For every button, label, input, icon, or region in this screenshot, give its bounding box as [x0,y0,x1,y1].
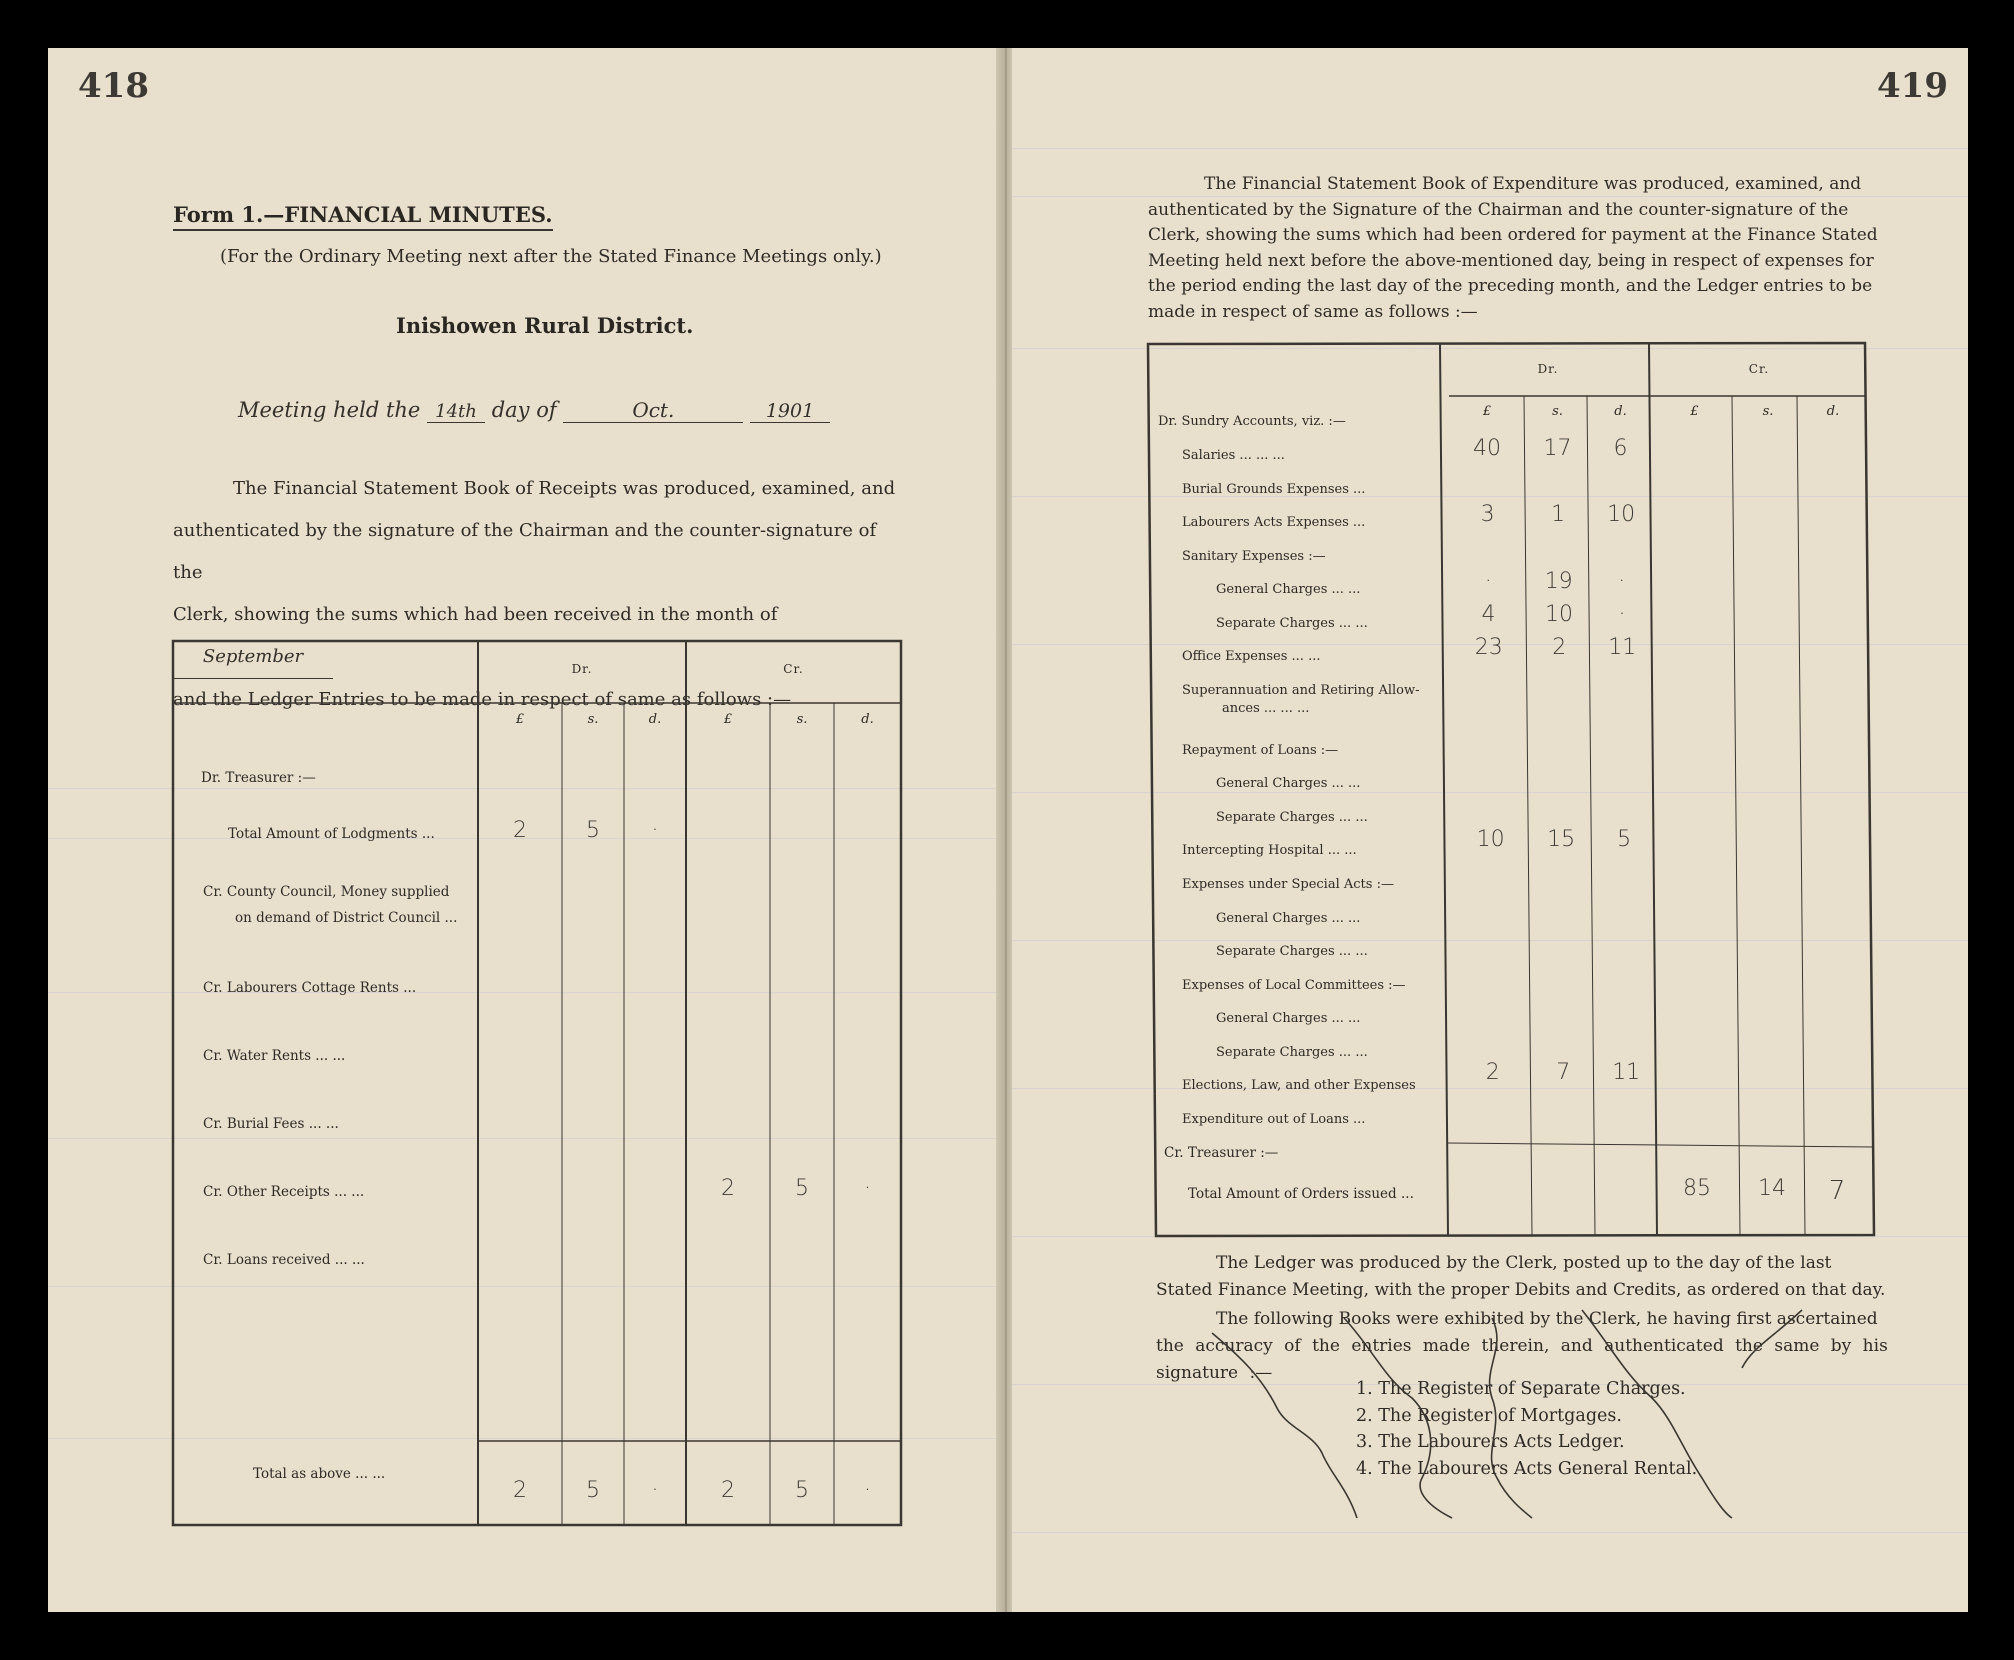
expenditure-line: Clerk, showing the sums which had been ordered for payment at the Finance Stated [1148,225,1878,245]
expenditure-cr-pence: d. [1826,404,1840,419]
receipts-row-cr-s: 5 [795,1176,809,1201]
receipts-total-dr-l: 2 [513,1478,527,1503]
form-title: Form 1.—FINANCIAL MINUTES. [173,202,553,231]
expenditure-row-dr-d: 6 [1613,436,1628,461]
receipts-cr-pound: £ [723,712,733,727]
receipts-row-label: Dr. Treasurer :— [201,770,316,786]
expenditure-row-label: Superannuation and Retiring Allow- [1182,682,1420,698]
expenditure-row-label: Separate Charges ... ... [1216,944,1368,960]
receipts-row-label: Cr. Water Rents ... ... [203,1048,346,1064]
receipts-row-label: Cr. Labourers Cottage Rents ... [203,980,417,996]
district-name: Inishowen Rural District. [396,313,694,338]
receipts-total-dr-d: · [651,1478,659,1503]
expenditure-cr-shillings: s. [1762,404,1774,419]
receipts-total-label: Total as above ... ... [253,1466,386,1482]
expenditure-row-label: Expenditure out of Loans ... [1182,1111,1366,1127]
receipts-row-label: Cr. Loans received ... ... [203,1252,365,1268]
expenditure-row-label: Elections, Law, and other Expenses [1182,1078,1416,1094]
sundry-accounts-label: Dr. Sundry Accounts, viz. :— [1158,414,1346,429]
receipts-dr-pence: d. [648,712,662,727]
receipts-row-cr-l: 2 [721,1176,735,1201]
expenditure-row-dr-s: 7 [1556,1059,1571,1085]
receipts-row-cr-d: · [864,1176,871,1201]
expenditure-row-dr-s: 1 [1551,502,1566,528]
expenditure-row-label: Burial Grounds Expenses ... [1182,481,1366,497]
left-page [48,48,1000,1612]
expenditure-row-dr-s: 17 [1543,436,1572,461]
receipts-cr-shillings: s. [796,712,808,727]
book-list-item: 1. The Register of Separate Charges. [1356,1379,1686,1399]
expenditure-row-label: Expenses of Local Committees :— [1182,977,1406,993]
expenditure-row-dr-l: · [1484,568,1492,594]
expenditure-row-dr-d: 11 [1612,1059,1641,1085]
expenditure-cr-header: Cr. [1748,362,1770,376]
expenditure-row-label: ances ... ... ... [1222,701,1310,717]
receipts-row-dr-s: 5 [586,818,600,843]
expenditure-row-dr-l: 3 [1480,502,1495,528]
expenditure-row-label: General Charges ... ... [1216,582,1361,598]
expenditure-row-dr-s: 10 [1545,602,1573,627]
books-line: signature :— [1156,1363,1273,1383]
expenditure-line: made in respect of same as follows :— [1148,301,1478,322]
meeting-year: 1901 [750,400,830,423]
expenditure-row-label: General Charges ... ... [1216,910,1361,926]
book-list-item: 3. The Labourers Acts Ledger. [1356,1432,1625,1452]
books-line: the accuracy of the entries made therein, and authenticated the same by his [1156,1336,1888,1356]
meeting-day: 14th [427,401,485,423]
receipts-row-label: Cr. County Council, Money supplied [203,884,450,900]
receipts-line-3: Clerk, showing the sums which had been received in the month of September [173,594,908,679]
expenditure-row-dr-d: 11 [1608,635,1637,661]
meeting-day-of: day of [491,398,557,422]
expenditure-row-dr-d: · [1618,602,1626,627]
receipts-total-cr-s: 5 [795,1478,809,1503]
expenditure-row-dr-d: · [1618,568,1626,594]
receipts-dr-pound: £ [515,712,525,727]
right-page [1012,48,1968,1612]
page-number: 418 [78,66,149,106]
expenditure-dr-pound: £ [1482,404,1492,419]
expenditure-row-label: General Charges ... ... [1216,776,1361,792]
receipts-cr-pence: d. [861,712,874,727]
expenditure-row-dr-s: 2 [1552,635,1567,661]
receipts-line-1: The Financial Statement Book of Receipts was produced, examined, and [233,478,896,499]
receipts-month: September [173,636,333,679]
expenditure-row-label: General Charges ... ... [1216,1011,1361,1027]
receipts-cr-header: Cr. [783,662,804,676]
expenditure-row-dr-l: 4 [1481,602,1496,627]
expenditure-row-dr-d: 10 [1607,502,1636,528]
expenditure-line: authenticated by the Signature of the Chairman and the counter-signature of the [1148,199,1849,220]
expenditure-row-label: Expenses under Special Acts :— [1182,876,1394,892]
expenditure-dr-pence: d. [1614,404,1627,419]
books-line: The following Books were exhibited by the Clerk, he having first ascertained [1216,1309,1878,1329]
expenditure-line: Meeting held next before the above-mentioned day, being in respect of expenses for [1148,250,1874,271]
expenditure-row-label: Separate Charges ... ... [1216,1044,1368,1060]
cr-treasurer-label: Cr. Treasurer :— [1164,1145,1279,1161]
meeting-prefix: Meeting held the [238,398,421,422]
expenditure-row-label: Repayment of Loans :— [1182,742,1339,758]
receipts-row-dr-d: · [651,818,659,843]
expenditure-row-dr-l: 23 [1474,635,1503,661]
expenditure-row-dr-d: 5 [1617,827,1632,853]
expenditure-row-label: Salaries ... ... ... [1182,448,1285,463]
book-list-item: 2. The Register of Mortgages. [1356,1405,1622,1426]
receipts-line-4: and the Ledger Entries to be made in respect of same as follows :— [173,689,792,710]
receipts-row-label: on demand of District Council ... [235,910,458,926]
ledger-line: Stated Finance Meeting, with the proper Debits and Credits, as ordered on that day. [1156,1280,1886,1300]
expenditure-dr-shillings: s. [1552,404,1563,419]
receipts-dr-header: Dr. [571,662,593,676]
receipts-total-dr-s: 5 [586,1478,600,1503]
expenditure-dr-header: Dr. [1537,362,1559,376]
receipts-dr-shillings: s. [587,712,599,727]
ledger-line: The Ledger was produced by the Clerk, posted up to the day of the last [1216,1253,1832,1273]
meeting-month: Oct. [563,398,743,423]
expenditure-row-label: Intercepting Hospital ... ... [1182,843,1357,859]
expenditure-row-label: Separate Charges ... ... [1216,809,1368,825]
receipts-total-cr-d: · [864,1478,871,1503]
form-subtitle: (For the Ordinary Meeting next after the Stated Finance Meetings only.) [220,246,882,267]
expenditure-row-dr-l: 2 [1485,1059,1500,1085]
total-orders-label: Total Amount of Orders issued ... [1188,1186,1414,1202]
expenditure-row-label: Sanitary Expenses :— [1182,548,1326,564]
expenditure-line: the period ending the last day of the preceding month, and the Ledger entries to be [1148,276,1873,296]
expenditure-row-dr-s: 15 [1547,827,1576,853]
total-cr-pound: 85 [1683,1176,1711,1201]
page-number: 419 [1877,66,1948,106]
expenditure-row-label: Office Expenses ... ... [1182,649,1321,665]
total-cr-pence: 7 [1828,1176,1846,1206]
expenditure-row-dr-l: 40 [1473,436,1501,461]
receipts-row-dr-l: 2 [513,818,527,843]
receipts-row-label: Cr. Other Receipts ... ... [203,1184,365,1200]
expenditure-row-dr-s: 19 [1544,568,1573,594]
book-list-item: 4. The Labourers Acts General Rental. [1356,1458,1698,1479]
signature-strokes [1012,48,1968,1612]
expenditure-row-dr-l: 10 [1476,827,1505,853]
receipts-row-label: Cr. Burial Fees ... ... [203,1116,339,1132]
expenditure-line: The Financial Statement Book of Expenditure was produced, examined, and [1204,174,1862,194]
receipts-line-2: authenticated by the signature of the Chairman and the counter-signature of the [173,520,877,583]
receipts-total-cr-l: 2 [721,1478,735,1503]
expenditure-row-label: Separate Charges ... ... [1216,615,1368,631]
total-cr-shillings: 14 [1758,1176,1786,1201]
expenditure-row-label: Labourers Acts Expenses ... [1182,515,1366,531]
receipts-row-label: Total Amount of Lodgments ... [228,826,435,842]
expenditure-cr-pound: £ [1690,404,1699,419]
